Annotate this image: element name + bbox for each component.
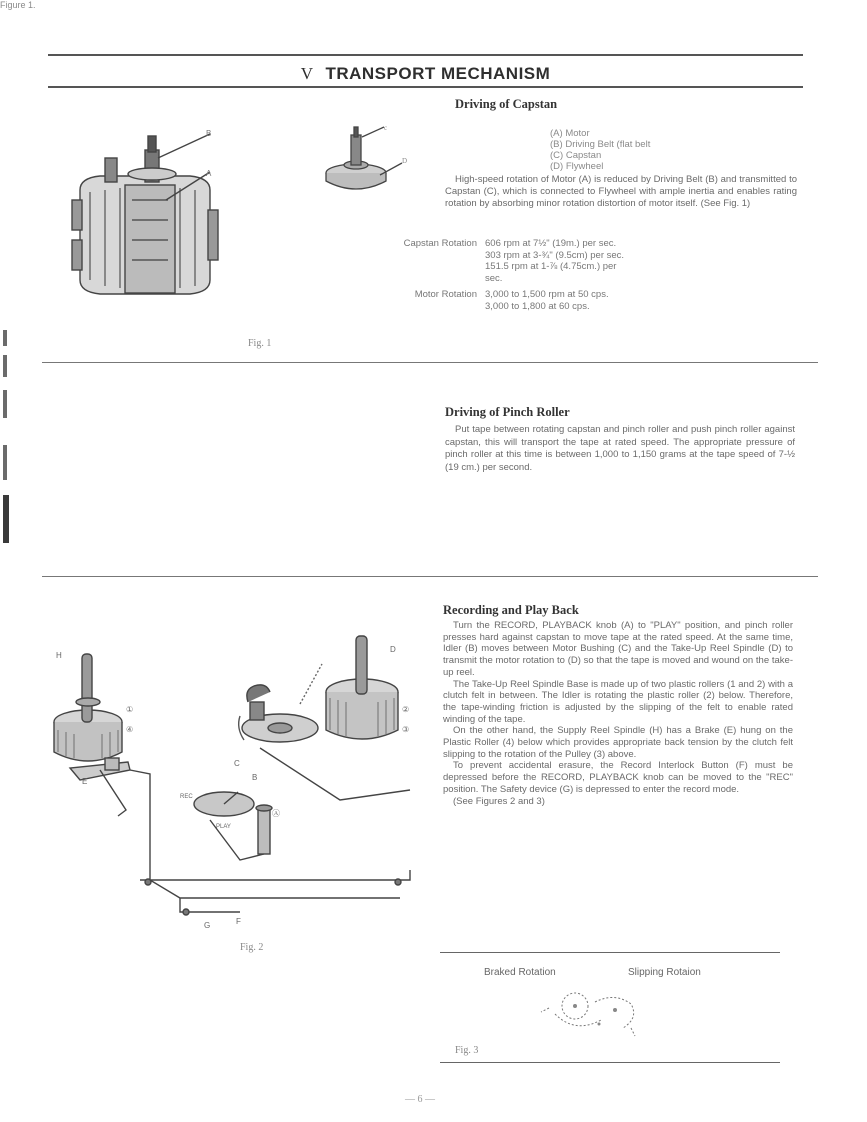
binding-edge — [0, 0, 14, 1122]
callout-h: H — [56, 651, 62, 660]
callout-roller-3: ③ — [402, 725, 410, 734]
svg-text:B: B — [206, 129, 212, 138]
heading-driving-of-capstan: Driving of Capstan — [455, 97, 558, 111]
figure-3-rotation-diagram — [535, 984, 665, 1040]
svg-text:D: D — [402, 157, 408, 165]
spec-value: 606 rpm at 7½" (19m.) per sec. — [485, 238, 617, 249]
recording-paragraph: To prevent accidental erasure, the Record Interlock Button (F) must be depressed before the RECORD, PLAYBACK knob can be moved to the "REC" position. The Safety device (G) is depressed to enter the record mode. — [443, 760, 793, 795]
figure-1-reference: Figure 1. — [0, 0, 36, 10]
binding-mark — [3, 355, 7, 377]
capstan-body-text — [445, 174, 797, 210]
binding-mark — [3, 495, 9, 543]
pinch-paragraph: Put tape between rotating capstan and pinch roller and push pinch roller against capstan, this will transport the tape at rated speed. The appropriate pressure of pinch roller at this time is between 1,000 to 1,150 grams at the tape speed of 7-½ (19 cm.) per second. — [445, 424, 795, 473]
recording-body-text — [443, 620, 793, 807]
figure-3-bottom-rule — [440, 1062, 780, 1063]
callout-roller-2: ② — [402, 705, 410, 714]
svg-text:c: c — [384, 124, 388, 132]
callout-b: B — [252, 773, 258, 782]
legend-item: (D) Flywheel — [550, 161, 604, 172]
figure-1-legend — [550, 128, 650, 172]
knob-play-label: PLAY — [216, 824, 231, 830]
section-divider — [42, 576, 818, 577]
spec-value: 3,000 to 1,800 at 60 cps. — [485, 300, 590, 312]
capstan-rotation-values — [485, 238, 795, 284]
binding-mark — [3, 390, 7, 418]
svg-text:A: A — [206, 169, 212, 178]
figure-1-flywheel-illustration — [318, 125, 408, 195]
figure-3-braked-rotation-label: Braked Rotation — [484, 967, 556, 978]
capstan-paragraph: High-speed rotation of Motor (A) is reduced by Driving Belt (B) and transmitted to Capstan (C), which is connected to Flywheel with ample inertia and enables rating rotation by absorbing minor rotation distortion of motor itself. (See Fig. 1) — [445, 174, 797, 209]
binding-mark — [3, 330, 7, 346]
recording-paragraph: Turn the RECORD, PLAYBACK knob (A) to "PLAY" position, and pinch roller presses hard against capstan to move tape at the rated speed. At the same time, Idler (B) moves between Motor Bushing (C) and the Take-Up Reel Spindle (D) to transmit the motor rotation to (D) so that the tape is moved and wound on the take-up reel. — [443, 620, 793, 678]
capstan-rotation-label: Capstan Rotation — [403, 238, 477, 249]
figure-2-mechanism-illustration — [40, 630, 440, 930]
spec-value: 303 rpm at 3-¾" (9.5cm) per sec. — [485, 249, 625, 261]
callout-d: D — [390, 645, 396, 654]
figure-3-top-rule — [440, 952, 780, 953]
callout-g: G — [204, 921, 211, 930]
section-title-text: TRANSPORT MECHANISM — [325, 64, 551, 83]
callout-f: F — [236, 917, 241, 926]
legend-item: (B) Driving Belt (flat belt — [550, 139, 651, 150]
callout-roller-1: ① — [126, 705, 134, 714]
recording-paragraph: The Take-Up Reel Spindle Base is made up of two plastic rollers (1 and 2) with a clutch felt in between. The Idler is rotating the plastic roller (2) below. Therefore, the tape-winding friction is adjusted by the slipping of the felt to enable rated winding of the tape. — [443, 678, 793, 725]
callout-c: C — [234, 759, 240, 768]
spec-value: 151.5 rpm at 1-⅞ (4.75cm.) per — [485, 261, 617, 272]
pinch-body-text — [445, 424, 795, 474]
section-divider — [42, 362, 818, 363]
heading-recording-and-play-back: Recording and Play Back — [443, 603, 579, 617]
heading-driving-of-pinch-roller: Driving of Pinch Roller — [445, 405, 570, 419]
motor-rotation-label: Motor Rotation — [414, 289, 477, 300]
spec-value: 3,000 to 1,500 rpm at 50 cps. — [485, 289, 609, 300]
section-title — [48, 64, 803, 84]
figure-1-motor-illustration — [70, 130, 250, 330]
figure-3-slipping-rotation-label: Slipping Rotaion — [628, 967, 701, 978]
motor-rotation-values — [485, 289, 795, 312]
spec-value: sec. — [485, 272, 503, 284]
callout-roller-4: ④ — [126, 725, 134, 734]
figure-2-label: Fig. 2 — [240, 942, 264, 953]
figure-3-label: Fig. 3 — [455, 1045, 479, 1056]
binding-mark — [3, 445, 7, 480]
page-number: — 6 — — [405, 1094, 435, 1105]
motor-rotation-spec — [365, 289, 795, 313]
header-bottom-rule — [48, 86, 803, 88]
section-number: V — [300, 64, 314, 83]
callout-e: E — [82, 777, 88, 786]
knob-rec-label: REC — [180, 794, 193, 800]
figure-1-label: Fig. 1 — [248, 338, 272, 349]
recording-paragraph: (See Figures 2 and 3) — [453, 795, 545, 807]
recording-paragraph: On the other hand, the Supply Reel Spindle (H) has a Brake (E) hung on the Plastic Roller (4) below which provides appropriate back tension by the clutch felt slipping to the rotation of the Pulley (3) above. — [443, 725, 793, 760]
header-top-rule — [48, 54, 803, 56]
callout-a: Ⓐ — [272, 809, 280, 818]
capstan-rotation-spec — [365, 238, 795, 286]
legend-item: (C) Capstan — [550, 150, 602, 161]
legend-item: (A) Motor — [550, 128, 590, 139]
